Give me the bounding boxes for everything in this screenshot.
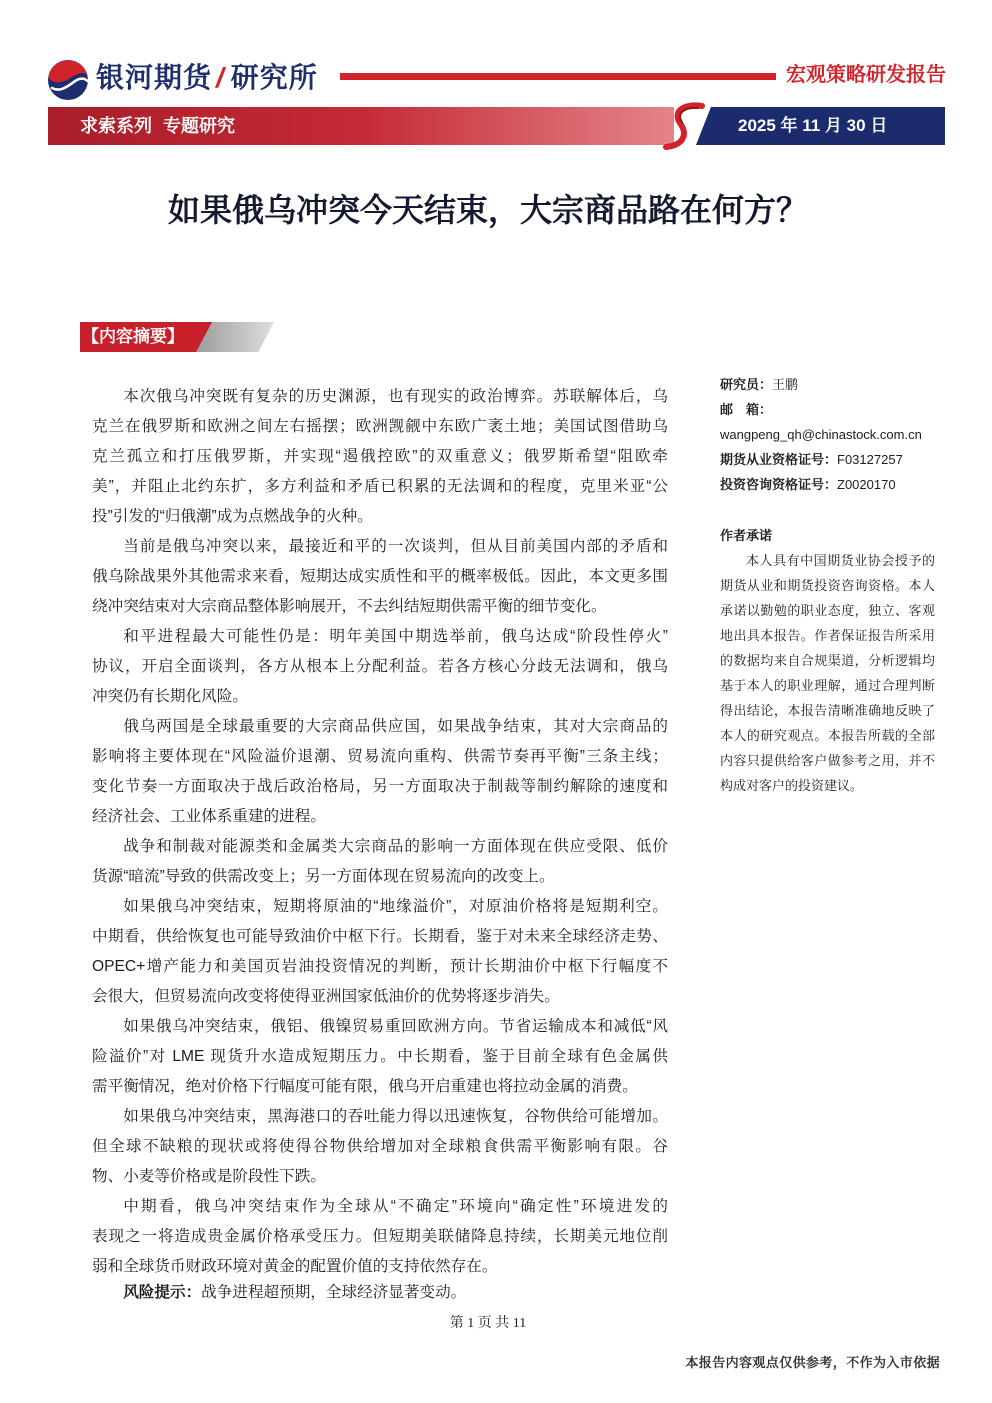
analyst-label: 研究员： [720, 377, 773, 392]
abstract-line: 美”，并阻止北约东扩，多方利益和矛盾已积累的无法调和的程度，克里米亚“公 [92, 478, 668, 495]
abstract-line: 和平进程最大可能性仍是：明年美国中期选举前，俄乌达成“阶段性停火” [123, 628, 668, 645]
abstract-line: 当前是俄乌冲突以来，最接近和平的一次谈判，但从目前美国内部的矛盾和 [123, 538, 668, 555]
abstract-line: 表现之一将造成贵金属价格承受压力。但短期美联储降息持续，长期美元地位削 [92, 1228, 668, 1245]
commitment-line: 期货从业和期货投资咨询资格。本人 [720, 578, 935, 593]
report-title: 如果俄乌冲突今天结束，大宗商品路在何方？ [167, 192, 808, 228]
s-swoosh-icon [658, 101, 710, 151]
abstract-line: 俄乌除战果外其他需求来看，短期达成实质性和平的概率极低。因此，本文更多围 [92, 568, 668, 585]
consult-cert-row [720, 472, 950, 497]
abstract-line: 会很大，但贸易流向改变将使得亚洲国家低油价的优势将逐步消失。 [92, 988, 560, 1005]
abstract-line: 中期看，俄乌冲突结束作为全球从“不确定”环境向“确定性”环境进发的 [123, 1198, 668, 1215]
commitment-line: 得出结论，本报告清晰准确地反映了 [720, 703, 935, 718]
consult-cert-value: Z0020170 [837, 477, 896, 492]
abstract-line: 物、小麦等价格或是阶段性下跌。 [92, 1168, 326, 1185]
analyst-name: 王鹏 [772, 377, 799, 392]
abstract-line: 俄乌两国是全球最重要的大宗商品供应国，如果战争结束，其对大宗商品的 [123, 718, 668, 735]
commitment-line: 承诺以勤勉的职业态度，独立、客观 [720, 603, 935, 618]
abstract-line: 如果俄乌冲突结束，短期将原油的“地缘溢价”，对原油价格将是短期利空。 [123, 898, 668, 915]
abstract-line: 但全球不缺粮的现状或将使得谷物供给增加对全球粮食供需平衡影响有限。谷 [92, 1138, 668, 1155]
abstract-line: 冲突仍有长期化风险。 [92, 688, 248, 705]
abstract-line: 弱和全球货币财政环境对黄金的配置价值的支持依然存在。 [92, 1258, 498, 1275]
commitment-line: 构成对客户的投资建议。 [720, 778, 864, 793]
abstract-line: 变化节奏一方面取决于战后政治格局，另一方面取决于制裁等制约解除的速度和 [92, 778, 668, 795]
risk-text: 战争进程超预期，全球经济显著变动。 [201, 1284, 467, 1301]
brand-wordmark [96, 59, 318, 97]
commitment-line: 基于本人的职业理解，通过合理判断 [720, 678, 935, 693]
abstract-line: 投”引发的“归俄潮”成为点燃战争的火种。 [92, 508, 373, 525]
commitment-line: 本人的研究观点。本报告所载的全部 [720, 728, 935, 743]
galaxy-logo-icon [46, 58, 90, 102]
abstract-paragraph [92, 1192, 668, 1282]
abstract-line: 险溢价”对 LME 现货升水造成短期压力。中长期看，鉴于目前全球有色金属供 [92, 1048, 668, 1065]
analyst-info [720, 372, 950, 497]
futures-cert-value: F03127257 [837, 452, 903, 467]
abstract-paragraph [92, 712, 668, 832]
commitment-line: 本人具有中国期货业协会授予的 [746, 553, 935, 568]
abstract-line: 克兰在俄罗斯和欧洲之间左右摇摆；欧洲觊觎中东欧广袤土地；美国试图借助乌 [92, 418, 668, 435]
email-label: 邮 箱： [720, 402, 773, 417]
abstract-paragraph [92, 1012, 668, 1102]
abstract-tag-label: 【内容摘要】 [82, 327, 184, 346]
abstract-line: 如果俄乌冲突结束，俄铝、俄镍贸易重回欧洲方向。节省运输成本和减低“风 [123, 1018, 668, 1035]
email-row [720, 397, 950, 422]
abstract-line: 战争和制裁对能源类和金属类大宗商品的影响一方面体现在供应受限、低价 [123, 838, 668, 855]
futures-cert-row [720, 447, 950, 472]
abstract-body [92, 382, 668, 1308]
footer-disclaimer: 本报告内容观点仅供参考，不作为入市依据 [685, 1355, 940, 1370]
abstract-paragraph [92, 622, 668, 712]
abstract-line: 克兰孤立和打压俄罗斯，并实现“遏俄控欧”的双重意义；俄罗斯希望“阻欧牵 [92, 448, 668, 465]
futures-cert-label: 期货从业资格证号： [720, 452, 838, 467]
abstract-paragraph [92, 532, 668, 622]
risk-warning [92, 1278, 668, 1308]
commitment-body [720, 548, 935, 798]
consult-cert-label: 投资咨询资格证号： [720, 477, 838, 492]
abstract-line: OPEC+增产能力和美国页岩油投资情况的判断，预计长期油价中枢下行幅度不 [92, 958, 668, 975]
abstract-line: 需平衡情况，绝对价格下行幅度可能有限，俄乌开启重建也将拉动金属的消费。 [92, 1078, 638, 1095]
abstract-line: 中期看，供给恢复也可能导致油价中枢下行。长期看，鉴于对未来全球经济走势、 [92, 928, 668, 945]
abstract-line: 货源“暗流”导致的供需改变上；另一方面体现在贸易流向的改变上。 [92, 868, 555, 885]
commitment-heading: 作者承诺 [720, 528, 773, 543]
abstract-line: 经济社会、工业体系重建的进程。 [92, 808, 326, 825]
email-value: wangpeng_qh@chinastock.com.cn [720, 427, 922, 442]
header-red-rule [340, 73, 776, 80]
commitment-line: 地出具本报告。作者保证报告所采用 [720, 628, 935, 643]
abstract-line: 本次俄乌冲突既有复杂的历史渊源，也有现实的政治博弈。苏联解体后，乌 [123, 388, 668, 405]
institute-name: 研究所 [230, 62, 318, 93]
abstract-paragraph [92, 892, 668, 1012]
commitment-line: 内容只提供给客户做参考之用，并不 [720, 753, 935, 768]
commitment-line: 的数据均来自合规渠道，分析逻辑均 [720, 653, 935, 668]
abstract-line: 如果俄乌冲突结束，黑海港口的吞吐能力得以迅速恢复，谷物供给可能增加。 [123, 1108, 668, 1125]
brand-name: 银河期货 [96, 62, 213, 93]
abstract-paragraph [92, 1102, 668, 1192]
report-type-label: 宏观策略研发报告 [786, 64, 946, 86]
abstract-paragraph [92, 382, 668, 532]
abstract-line: 影响将主要体现在“风险溢价退潮、贸易流向重构、供需节奏再平衡”三条主线； [92, 748, 668, 765]
abstract-line: 绕冲突结束对大宗商品整体影响展开，不去纠结短期供需平衡的细节变化。 [92, 598, 607, 615]
risk-label: 风险提示： [123, 1284, 202, 1301]
analyst-row [720, 372, 950, 397]
series-label: 求索系列 专题研究 [80, 116, 236, 136]
report-date: 2025 年 11 月 30 日 [738, 116, 888, 135]
abstract-paragraph [92, 832, 668, 892]
brand-slash: / [216, 62, 225, 93]
abstract-line: 协议，开启全面谈判，各方从根本上分配利益。若各方核心分歧无法调和，俄乌 [92, 658, 668, 675]
page-number: 第 1 页 共 11 [449, 1316, 527, 1331]
